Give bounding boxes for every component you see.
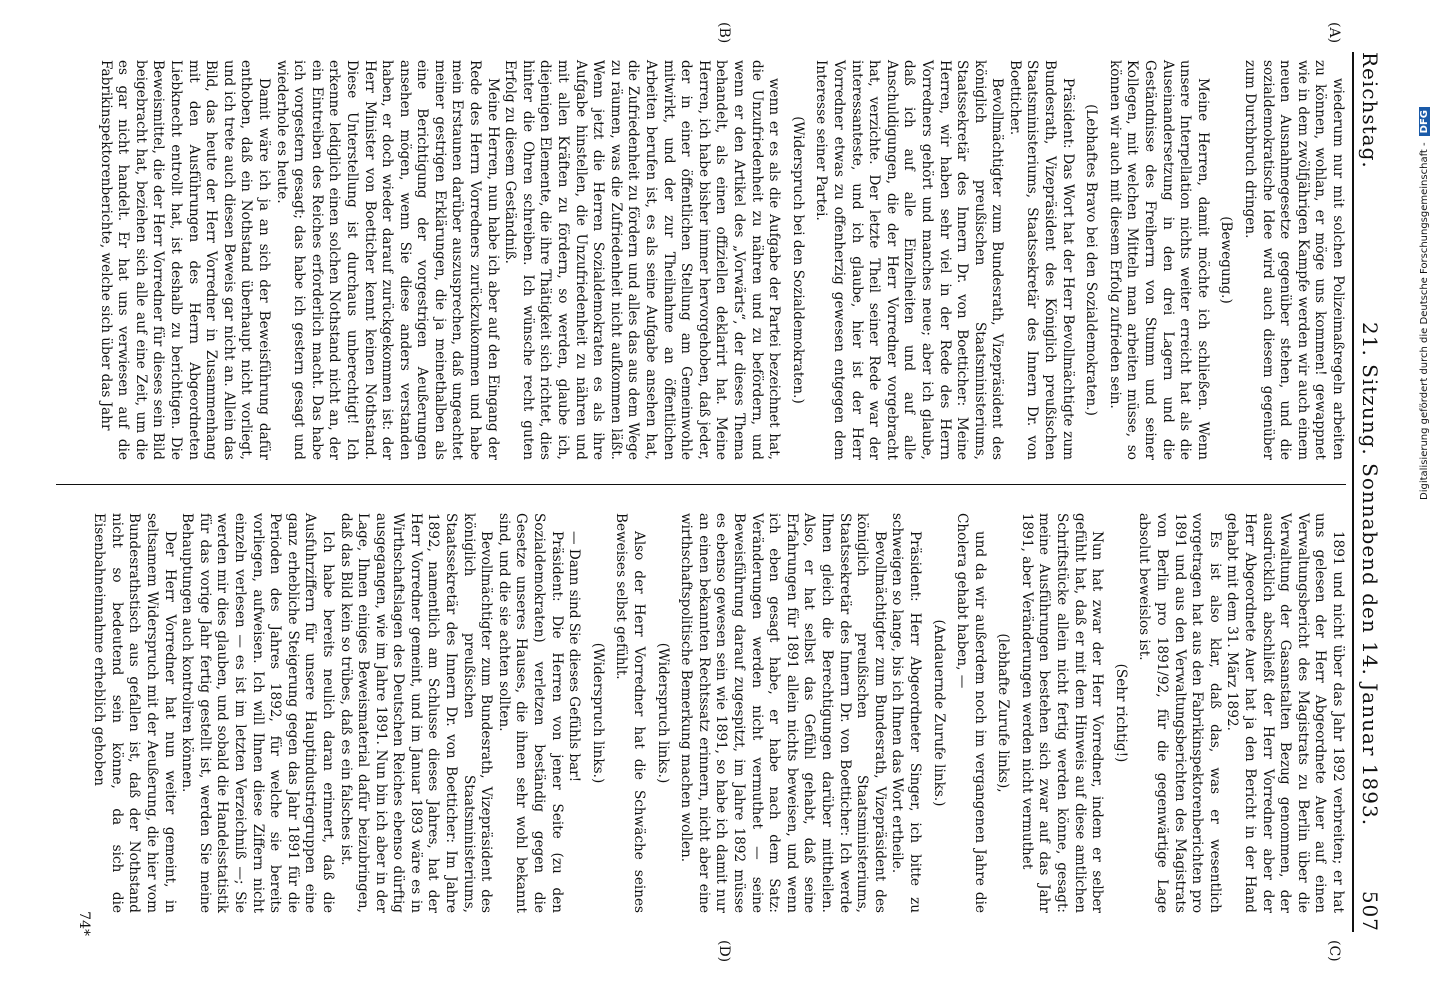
margin-mark-a: (A)	[1326, 22, 1342, 44]
paragraph: Der Herr Vorredner hat nun weiter gemeint, in seltsamem Widerspruch mit der Aeußerung, die hier vom Bundesrathstisch aus gefallen ist, daß der Nothstand nicht so bedeutend sein könne, da sich die Eisenbahneinnahme erheblich gehoben	[91, 513, 178, 913]
stage-direction: (Widerspruch links.)	[654, 642, 671, 784]
margin-mark-b: (B)	[716, 22, 732, 44]
dfg-logo: DFG	[1419, 107, 1430, 136]
page-number: 507	[1358, 890, 1382, 932]
stage-direction: (Widerspruch bei den Sozialdemokraten.)	[789, 116, 806, 404]
margin-mark-d: (D)	[716, 940, 732, 963]
paragraph: Nun hat zwar der Herr Vorredner, indem er selber gefühlt hat, daß er mit dem Hinweis auf diese amtlichen Schriftstücke allein nicht fertig werden könne, gesagt: meine Ausführungen bestehen sich zwar auf das Jahr 1891, aber Veränderungen werden nicht vermuthet	[1018, 513, 1106, 913]
paragraph: und da wir außerdem noch im vergangenen Jahre die Cholera gehabt haben, —	[954, 513, 988, 913]
paragraph: Präsident: Herr Abgeordneter Singer, ich bitte zu schweigen so lange, bis ich Ihnen das Wort ertheile.	[889, 513, 923, 913]
text-column-right	[90, 513, 1346, 913]
column-divider	[56, 484, 1346, 485]
stage-direction: (Bewegung.)	[1218, 216, 1235, 304]
stage-direction: (Sehr richtig!)	[1112, 663, 1129, 763]
header-left: Reichstag.	[1358, 52, 1382, 169]
paragraph: Präsident: Das Wort hat der Herr Bevollmächtigte zum Bundesrath, Vizepräsident des Königlich preußischen Staatsministeriums, Staatssekretär des Innern Dr. von Boetticher.	[1006, 60, 1076, 460]
paragraph: 1891 und nicht über das Jahr 1892 verbreiten; er hat uns gelesen der Herr Abgeordnete Auer auf einen Verwaltungsbericht des Magistrats zu Berlin über die Verwaltung der Gasanstalten Bezug genommen, der ausdrücklich abschließt der Herr Vorredner aber der Herr Abgeordnete Auer hat ja den Bericht in der Hand gehabt mit dem 31. März 1892.	[1224, 513, 1346, 913]
stage-direction: (Widerspruch links.)	[589, 642, 606, 784]
credit-text: Digitalisierung gefördert durch die Deutsche Forschungsgemeinschaft -	[1419, 142, 1430, 500]
paragraph: Bevollmächtigter zum Bundesrath, Vizepräsident des königlich preußischen Staatsministeriums, Staatssekretär des Innern Dr. von Boetticher: Im Jahre 1892, namentlich am Schlusse dieses Jahres, hat der Herr Vorredner gemeint, und im Januar 1893 wäre es in Wirthschaftslagen des Deutschen Reiches ebenso dürftig ausgegangen, wie im Jahre 1891. Nun bin ich aber in der Lage, Ihnen einiges Beweismaterial dafür beizubringen, daß das Bild kein so trübes, daß es ein falsches ist.	[337, 513, 495, 913]
text-column-left	[96, 60, 1346, 460]
paragraph: Bevollmächtigter zum Bundesrath, Vizepräsident des königlich preußischen Staatsministeriums, Staatssekretär des Innern Dr. von Boetticher: Ich werde Ihnen gleich die Berechtigungen darüber mittheilen. Also, er hat selbst das Gefühl gehabt, daß seine Erfahrungen für 1891 allein nichts beweisen, und wenn ich eben gesagt habe, er habe nach dem Satz: Veränderungen werden nicht vermuthet — seine Beweisführung darauf zugespitzt, im Jahre 1892 müsse es ebenso gewesen sein wie 1891, so habe ich damit nur an einen bekannten Rechtssatz erinnern, nicht aber eine wirthschaftspolitische Bemerkung machen wollen.	[678, 513, 888, 913]
header-title: 21. Sitzung. Sonnabend den 14. Januar 1893.	[1358, 322, 1382, 827]
signature-mark: 74*	[76, 911, 92, 936]
paragraph: wenn er es als die Aufgabe der Partei bezeichnet hat, die Unzufriedenheit zu nähren und zu befördern, und wenn er den Artikel des „Vorwärts“, der dieses Thema behandelt, als einen offiziellen deklarirt hat. Meine Herren, ich habe bisher immer hervorgehoben, daß jeder, der in einer öffentlichen Stellung am Gemeinwohle mitwirkt, und der zur Theilnahme an öffentlichen Arbeiten berufen ist, es als seine Aufgabe ansehen hat, die Zufriedenheit zu fördern und alles das aus dem Wege zu räumen, was die Zufriedenheit nicht aufkommen läßt. Wenn jetzt die Herren Sozialdemokraten es als ihre Aufgabe hinstellen, die Unzufriedenheit zu nähren und mit allen Kräften zu fördern, so werden, glaube ich, diejenigen Elemente, die ihre Thätigkeit sich richtet, dies hinter die Ohren schreiben. Ich wünsche recht guten Erfolg zu diesem Geständniß.	[502, 60, 783, 460]
paragraph: — Dann sind Sie dieses Gefühls bar!	[566, 531, 583, 783]
sidebar-credit	[1419, 107, 1430, 500]
paragraph: wiederum nur mit solchen Polizeimaßregeln arbeiten zu können, wohlan, er möge uns kommen! gewappnet wie in dem zwölfjährigen Kampfe werden wir auch einem neuen Ausnahmegesetze gegenüber stehen, und die sozialdemokratische Idee wird auch diesem gegenüber zum Durchbruch dringen.	[1242, 60, 1346, 460]
paragraph: Ich habe bereits neulich daran erinnert, daß die Ausfuhrziffern für unsere Hauptindustriegruppen eine ganz erhebliche Steigerung gegen das Jahr 1891 für die Perioden des Jahres 1892, für welche sie bereits vorliegen, aufweisen. Ich will Ihnen diese Ziffern nicht einzeln verlesen — es ist im letzten Verzeichniß —; Sie werden mir dies glauben, und sobald die Handelsstatistik für das vorige Jahr fertig gestellt ist, werden Sie meine Behauptungen auch kontroliren können.	[179, 513, 336, 913]
stage-direction: (lebhafte Zurufe links),	[995, 633, 1012, 793]
header-rule	[1352, 52, 1354, 932]
paragraph: Meine Herren, damit möchte ich schließen. Wenn unsere Interpellation nichts weiter erreicht hat als die Auseinandersetzung in den drei Lagern und die Geständnisse des Freiherrn von Stumm und seiner Kollegen, mit welchen Mitteln man arbeiten müsse, so können wir auch mit diesem Erfolg zufrieden sein.	[1106, 60, 1211, 460]
paragraph: Präsident: Die Herren von jener Seite (zu den Sozialdemokraten) verletzen beständig gegen die Gesetze unseres Hauses, die ihnen sehr wohl bekannt sind, und die sie achten sollten.	[495, 513, 565, 913]
stage-direction: (Lebhaftes Bravo bei den Sozialdemokraten.)	[1083, 104, 1100, 416]
paragraph: Also der Herr Vorredner hat die Schwäche seines Beweises selbst gefühlt.	[613, 513, 648, 913]
paragraph: Es ist also klar, daß das, was er wesentlich vorgetragen hat aus den Fabrikinspektorenberichten pro 1891 und aus den Verwaltungsberichten des Magistrats von Berlin pro 1891/92, für die gegenwärtige Lage absolut beweislos ist.	[1136, 513, 1223, 913]
page-header	[1358, 52, 1384, 932]
stage-direction: (Andauernde Zurufe links.)	[930, 619, 947, 807]
margin-mark-c: (C)	[1326, 940, 1342, 962]
paragraph: Bevollmächtigter zum Bundesrath, Vizepräsident des königlich preußischen Staatsministeriums, Staatssekretär des Innern Dr. von Boetticher: Meine Herren, wir haben sehr viel in der Rede des Herrn Vorredners gehört und manches neue; aber ich glaube, daß ich auf alle Einzelheiten und auf alle Anschuldigungen, die der Herr Vorredner vorgebracht hat, verzichte. Der letzte Theil seiner Rede war der interessanteste, und ich glaube, hier ist der Herr Vorredner etwas zu offenherzig gewesen entgegen dem Interesse seiner Partei.	[813, 60, 1006, 460]
paragraph: Damit wäre ich ja an sich der Beweisführung dafür enthoben, daß ein Nothstand überhaupt nicht vorliegt, und ich trete auch diesen Beweis gar nicht an. Allein das Bild, das heute der Herr Vorredner in Zusammenhang mit den Ausführungen des Herrn Abgeordneten Liebknecht entrollt hat, ist deshalb zu berichtigen. Die Beweismittel, die der Herr Vorredner für dieses sein Bild beigebracht hat, beziehen sich alle auf eine Zeit, um die es gar nicht handelt. Er hat uns verwiesen auf die Fabrikinspektorenberichte, welche sich über das Jahr	[97, 60, 272, 460]
paragraph: Meine Herren, nun habe ich aber auf den Eingang der Rede des Herrn Vorredners zurückzukommen und habe mein Erstaunen darüber auszusprechen, daß ungeachtet meiner gestrigen Erklärungen, die ja meinethalben als eine Berichtigung der vorgestrigen Aeußerungen ansehen mögen, wenn Sie diese anders verstanden haben, er doch wieder darauf zurückgekommen ist: der Herr Minister von Boetticher kennt keinen Nothstand. Diese Unterstellung ist durchaus unberechtigt! Ich erkenne lediglich einen solchen Nothstand nicht an, der ein Eintreiben des Reiches erforderlich macht. Das habe ich vorgestern gesagt; das habe ich gestern gesagt und wiederhole es heute.	[273, 60, 501, 460]
